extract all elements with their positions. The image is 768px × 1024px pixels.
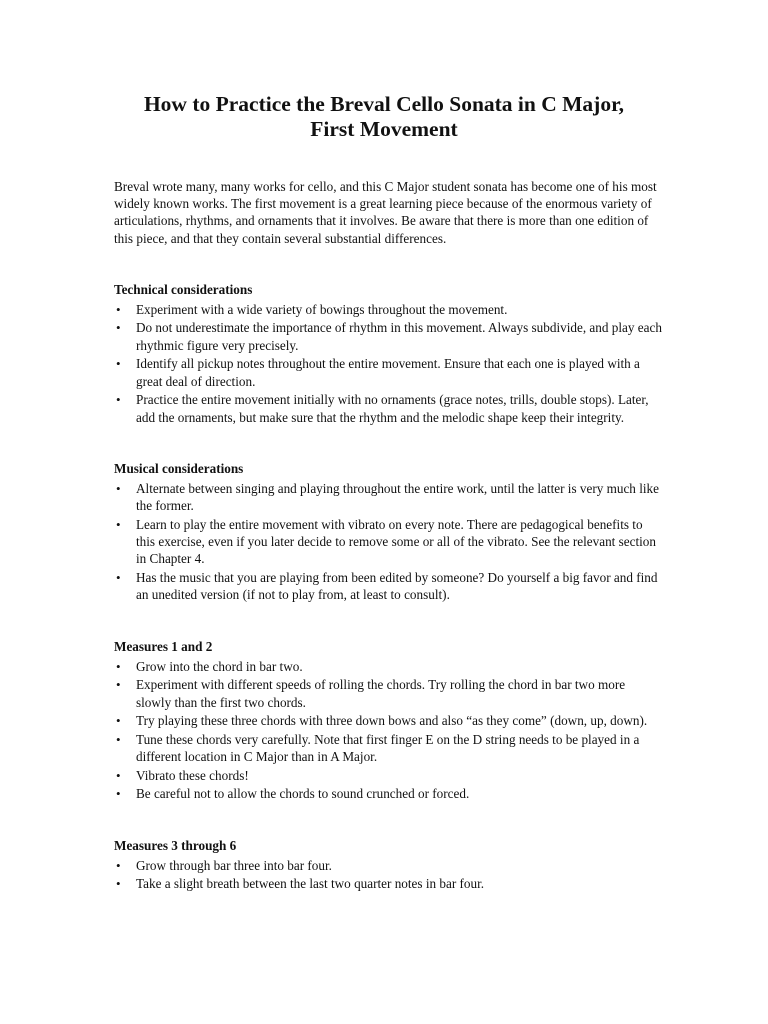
- title-line-1: How to Practice the Breval Cello Sonata in C Major,: [143, 92, 625, 116]
- bullet-icon: •: [116, 786, 121, 802]
- section-heading: Measures 1 and 2: [114, 639, 213, 654]
- list-item-text: Do not underestimate the importance of rhythm in this movement. Always subdivide, and play each rhythmic figure very precisely.: [136, 320, 662, 353]
- bullet-icon: •: [116, 392, 121, 408]
- list-item-text: Grow through bar three into bar four.: [136, 857, 332, 873]
- intro-paragraph: Breval wrote many, many works for cello, and this C Major student sonata has become one of his most widely known works. The first movement is a great learning piece because of the enormous variety of articulations, rhythms, and ornaments that it involves. Be aware that there is more than one edition of this piece, and that they contain several substantial differences.: [114, 179, 657, 246]
- section-technical-considerations: [114, 281, 662, 427]
- list-item-text: Experiment with different speeds of rolling the chords. Try rolling the chord in bar two more slowly than the first two chords.: [136, 677, 626, 710]
- list-item-text: Identify all pickup notes throughout the entire movement. Ensure that each one is played with a great deal of direction.: [136, 356, 640, 389]
- list-item-text: Alternate between singing and playing throughout the entire work, until the latter is very much like the former.: [136, 480, 659, 513]
- section-heading: Technical considerations: [114, 282, 253, 297]
- bullet-icon: •: [116, 677, 121, 693]
- bullet-icon: •: [116, 569, 121, 585]
- section-musical-considerations: [114, 460, 662, 605]
- list-item: [114, 712, 662, 729]
- list-item-text: Tune these chords very carefully. Note that first finger E on the D string needs to be played in a different location in C Major than in A Major.: [136, 731, 640, 765]
- bullet-icon: •: [116, 480, 121, 496]
- section-measures-1-and-2: [114, 638, 662, 804]
- list-item-text: Vibrato these chords!: [136, 767, 249, 783]
- bullet-icon: •: [116, 857, 121, 873]
- list-item-text: Practice the entire movement initially with no ornaments (grace notes, trills, double stops). Later, add the ornaments, but make sure that the rhythm and the melodic shape keep their integrity.: [136, 392, 649, 425]
- bullet-list: [114, 857, 662, 893]
- list-item: [114, 319, 662, 354]
- list-item: [114, 516, 662, 568]
- section-measures-3-through-6: [114, 837, 662, 894]
- list-item-text: Be careful not to allow the chords to sound crunched or forced.: [136, 786, 470, 802]
- list-item: [114, 480, 662, 515]
- list-item: [114, 875, 662, 892]
- bullet-icon: •: [116, 658, 121, 674]
- list-item: [114, 731, 662, 766]
- bullet-icon: •: [116, 767, 121, 783]
- list-item-text: Take a slight breath between the last two quarter notes in bar four.: [136, 876, 485, 892]
- list-item-text: Learn to play the entire movement with vibrato on every note. There are pedagogical benefits to this exercise, even if you later decide to remove some or all of the vibrato. See the relevant section in Chapter 4.: [136, 516, 656, 567]
- list-item-text: Grow into the chord in bar two.: [136, 658, 303, 674]
- section-heading: Measures 3 through 6: [114, 838, 237, 853]
- bullet-icon: •: [116, 876, 121, 892]
- bullet-list: [114, 658, 662, 803]
- list-item: [114, 658, 662, 675]
- bullet-icon: •: [116, 516, 121, 532]
- section-heading: Musical considerations: [114, 461, 244, 476]
- title-line-2: First Movement: [310, 117, 458, 141]
- list-item-text: Try playing these three chords with three down bows and also “as they come” (down, up, down).: [136, 713, 648, 729]
- list-item: [114, 767, 662, 784]
- bullet-list: [114, 301, 662, 426]
- page-title: [0, 92, 768, 142]
- bullet-icon: •: [116, 731, 121, 747]
- list-item: [114, 569, 662, 604]
- bullet-icon: •: [116, 301, 121, 317]
- list-item: [114, 355, 662, 390]
- list-item-text: Has the music that you are playing from been edited by someone? Do yourself a big favor and find an unedited version (if not to play from, at least to consult).: [136, 569, 658, 603]
- list-item: [114, 391, 662, 426]
- list-item-text: Experiment with a wide variety of bowings throughout the movement.: [136, 301, 508, 317]
- list-item: [114, 676, 662, 711]
- bullet-icon: •: [116, 356, 121, 372]
- bullet-icon: •: [116, 320, 121, 336]
- bullet-icon: •: [116, 713, 121, 729]
- list-item: [114, 301, 662, 318]
- list-item: [114, 857, 662, 874]
- list-item: [114, 785, 662, 802]
- bullet-list: [114, 480, 662, 604]
